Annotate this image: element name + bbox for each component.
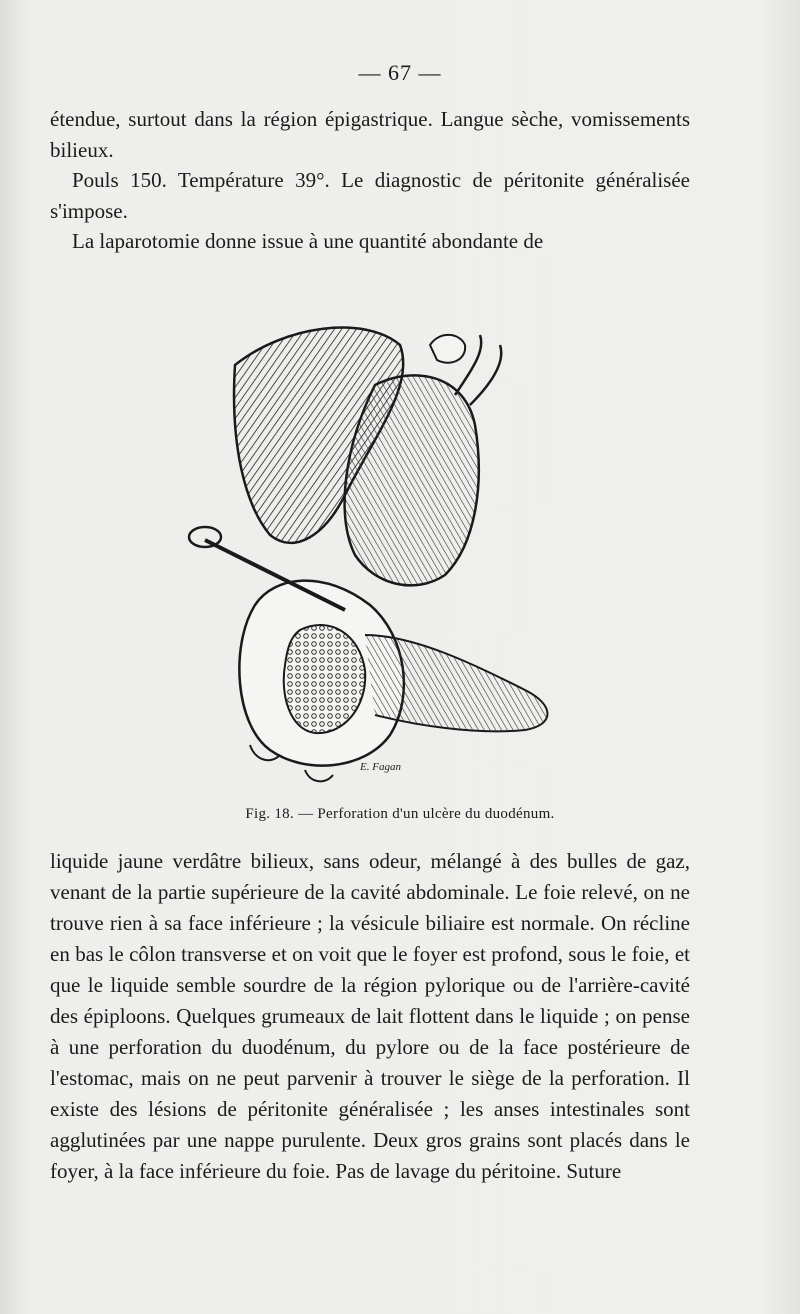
- paragraph-findings: liquide jaune verdâtre bilieux, sans odeur, mélangé à des bulles de gaz, venant de la partie supérieure de la cavité abdominale. Le foie relevé, on ne trouve rien à sa face inférieure ; la vésicule biliaire est normale. On récline en bas le côlon transverse et on voit que le foyer est profond, sous le foie, et que le liquide semble sourdre de la région pylorique ou de l'arrière-cavité des épiploons. Quelques grumeaux de lait flottent dans le liquide ; on pense à une perforation du duodénum, du pylore ou de la face postérieure de l'estomac, mais on ne peut parvenir à trouver le siège de la perforation. Il existe des lésions de péritonite généralisée ; les anses intestinales sont agglutinées par une nappe purulente. Deux gros grains sont placés dans le foyer, à la face inférieure du foie. Pas de lavage du péritoine. Suture: [50, 849, 690, 1183]
- stomach-shape: [345, 375, 479, 585]
- page-number: — 67 —: [358, 60, 442, 85]
- illustrator-signature: E. Fagan: [360, 761, 401, 773]
- bottom-text-block: [50, 846, 690, 1187]
- paragraph-laparotomy: La laparotomie donne issue à une quantité abondante de: [72, 229, 544, 253]
- paragraph-continuation: étendue, surtout dans la région épigastrique. Langue sèche, vomissements bilieux.: [50, 107, 690, 162]
- small-loop: [430, 335, 465, 363]
- probe-handle: [189, 527, 221, 547]
- paragraph-pulse: Pouls 150. Température 39°. Le diagnostic de péritonite généralisée s'impose.: [50, 168, 690, 223]
- omentum-shape: [365, 635, 548, 731]
- anatomical-illustration: [175, 305, 695, 795]
- figure-caption: Fig. 18. — Perforation d'un ulcère du duodénum.: [245, 806, 555, 822]
- top-text-block: [50, 104, 690, 257]
